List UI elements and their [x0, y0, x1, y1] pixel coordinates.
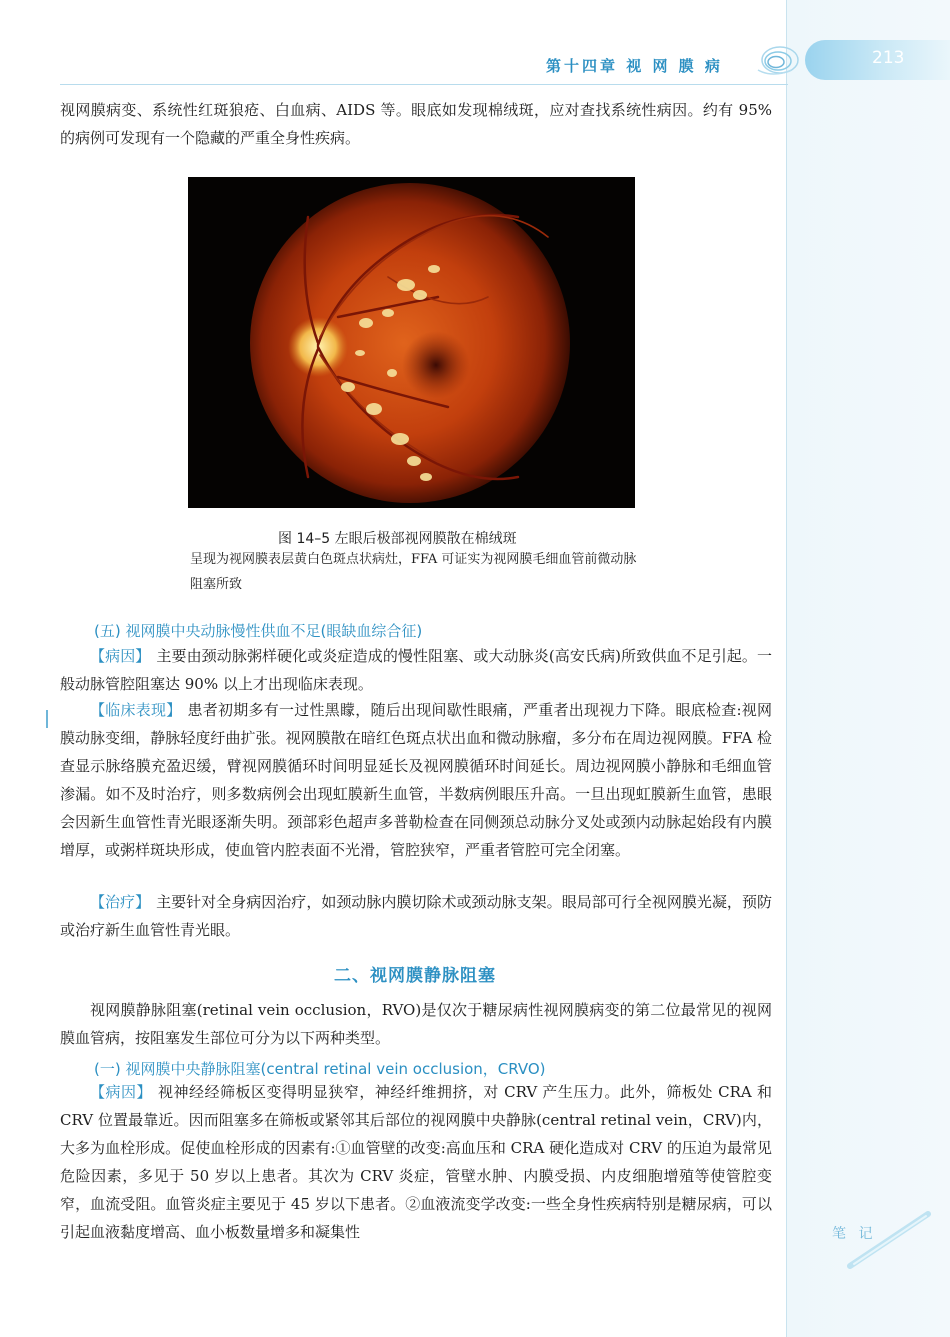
- chapter-title: 第十四章 视 网 膜 病: [546, 57, 723, 75]
- margin-band: [786, 0, 950, 1337]
- clinical-label: 【临床表现】: [90, 701, 182, 719]
- clinical-text: 患者初期多有一过性黑矇，随后出现间歇性眼痛，严重者出现视力下降。眼底检查:视网膜动脉变细，静脉轻度纡曲扩张。视网膜散在暗红色斑点状出血和微动脉瘤，多分布在周边视网膜。FFA 检查显示脉络膜充盈迟缓，臂视网膜循环时间明显延长及视网膜循环时间延长。周边视网膜小静脉和毛细血管渗漏。如不及时治疗，则多数病例会出现虹膜新生血管，半数病例眼压升高。一旦出现虹膜新生血管，患眼会因新生血管性青光眼逐渐失明。颈部彩色超声多普勒检查在同侧颈总动脉分叉处或颈内动脉起始段有内膜增厚，或粥样斑块形成，使血管内腔表面不光滑，管腔狭窄，严重者管腔可完全闭塞。: [60, 701, 772, 859]
- fundus-figure: [188, 177, 635, 508]
- swirl-decoration-icon: [752, 40, 802, 80]
- figure-caption-title: 图 14–5 左眼后极部视网膜散在棉绒斑: [278, 531, 517, 547]
- ocular-ischemic-treatment: [60, 888, 772, 944]
- etiology-label: 【病因】: [90, 647, 151, 665]
- crvo-heading: (一) 视网膜中央静脉阻塞(central retinal vein occlusion，CRVO): [94, 1060, 546, 1078]
- figure-caption-description: 呈现为视网膜表层黄白色斑点状病灶，FFA 可证实为视网膜毛细血管前微动脉阻塞所致: [190, 552, 637, 592]
- crvo-etiology: [60, 1078, 772, 1246]
- intro-paragraph: 视网膜病变、系统性红斑狼疮、白血病、AIDS 等。眼底如发现棉绒斑，应对查找系统性病因。约有 95% 的病例可发现有一个隐藏的严重全身性疾病。: [60, 101, 772, 147]
- treatment-text: 主要针对全身病因治疗，如颈动脉内膜切除术或颈动脉支架。眼局部可行全视网膜光凝，预防或治疗新生血管性青光眼。: [60, 893, 772, 939]
- treatment-label: 【治疗】: [90, 893, 151, 911]
- ocular-ischemic-etiology: [60, 642, 772, 698]
- crvo-etiology-text: 视神经经筛板区变得明显狭窄，神经纤维拥挤，对 CRV 产生压力。此外，筛板处 CRA 和 CRV 位置最靠近。因而阻塞多在筛板或紧邻其后部位的视网膜中央静脉(central retinal vein，CRV)内，大多为血栓形成。促使血栓形成的因素有:①血管壁的改变:高血压和 CRA 硬化造成对 CRV 的压迫为最常见危险因素，多见于 50 岁以上患者。其次为 CRV 炎症，管壁水肿、内膜受损、内皮细胞增殖等使管腔变窄，血流受阻。血管炎症主要见于 45 岁以下患者。②血液流变学改变:一些全身性疾病特别是糖尿病，可以引起血液黏度增高、血小板数量增多和凝集性: [60, 1083, 772, 1241]
- margin-mark: [46, 710, 48, 728]
- header-divider: [60, 84, 788, 85]
- crvo-etiology-label: 【病因】: [90, 1083, 152, 1101]
- rvo-intro: 视网膜静脉阻塞(retinal vein occlusion，RVO)是仅次于糖尿病性视网膜病变的第二位最常见的视网膜血管病，按阻塞发生部位可分为以下两种类型。: [60, 1001, 772, 1047]
- fundus-photo: [188, 177, 635, 508]
- ocular-ischemic-clinical: [60, 696, 772, 864]
- rvo-section-heading: 二、视网膜静脉阻塞: [334, 966, 496, 986]
- ocular-ischemic-heading: (五) 视网膜中央动脉慢性供血不足(眼缺血综合征): [94, 622, 423, 640]
- notes-label: 笔 记: [832, 1226, 877, 1242]
- etiology-text: 主要由颈动脉粥样硬化或炎症造成的慢性阻塞、或大动脉炎(高安氏病)所致供血不足引起。一般动脉管腔阻塞达 90% 以上才出现临床表现。: [60, 647, 772, 693]
- page-number: 213: [872, 48, 905, 68]
